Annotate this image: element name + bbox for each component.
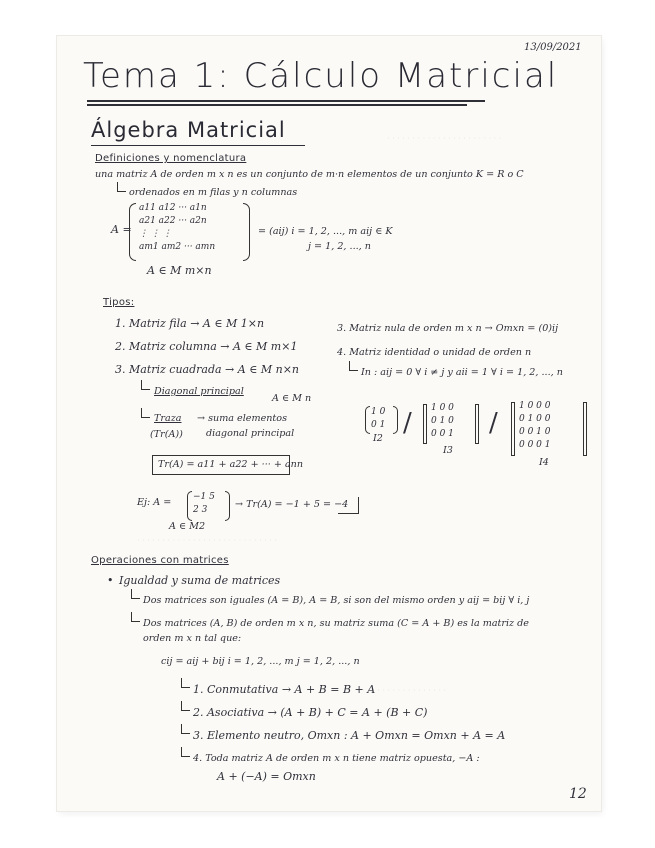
type-square-matrix: 3. Matriz cuadrada → A ∈ M n×n (115, 363, 299, 376)
hook-arrow-icon (181, 747, 190, 757)
right-bracket-icon (475, 404, 479, 444)
main-diagonal-label: Diagonal principal (154, 386, 244, 397)
hook-arrow-icon (181, 678, 190, 688)
right-paren-icon (393, 406, 398, 434)
definition-line-1: una matriz A de orden m x n es un conjunto de m·n elementos de un conjunto K = R o C (95, 169, 524, 180)
show-through-text: · · · · · · · · · · · · · · · · · · (357, 686, 447, 695)
property-opposite: 4. Toda matriz A de orden m x n tiene matriz opuesta, −A : (193, 753, 480, 764)
separator-slash: / (489, 408, 498, 438)
title-underline-2 (87, 104, 467, 106)
example-matrix: −1 5 2 3 (193, 492, 215, 515)
type-row-matrix: 1. Matriz fila → A ∈ M 1×n (115, 317, 265, 330)
page-number: 12 (569, 786, 587, 802)
general-matrix: a11 a12 ··· a1n a21 a22 ··· a2n ⋮ ⋮ ⋮ am1 am2 ··· amn (139, 203, 216, 252)
page-title: Tema 1: Cálculo Matricial (83, 56, 559, 96)
hook-arrow-icon (349, 361, 358, 371)
matrix-membership: A ∈ M m×n (147, 264, 212, 277)
hook-arrow-icon (131, 612, 140, 622)
example-label: Ej: A = (137, 497, 172, 508)
section-heading: Álgebra Matricial (91, 118, 286, 142)
left-paren-icon (129, 203, 136, 261)
notebook-page (57, 36, 601, 811)
definition-line-2: ordenados en m filas y n columnas (129, 187, 298, 198)
left-paren-icon (365, 406, 370, 434)
show-through-text: · · · · · · · · · · · · · · · · · · · · · · · (387, 134, 502, 143)
trace-label: Traza (154, 413, 182, 424)
sum-definition-line-1: Dos matrices (A, B) de orden m x n, su matriz suma (C = A + B) es la matriz de (143, 618, 529, 629)
equality-sum-heading: Igualdad y suma de matrices (119, 574, 281, 587)
bullet-icon: • (107, 574, 114, 587)
hook-arrow-icon (131, 589, 140, 599)
section-underline (91, 145, 305, 146)
property-commutative: 1. Conmutativa → A + B = B + A (193, 683, 376, 696)
hook-arrow-icon (181, 724, 190, 734)
right-paren-icon (243, 203, 250, 261)
identity-definition: In : aij = 0 ∀ i ≠ j y aii = 1 ∀ i = 1, 2, ..., n (361, 367, 563, 378)
type-null-matrix: 3. Matriz nula de orden m x n → Omxn = (0)ij (337, 323, 559, 334)
square-matrix-set: A ∈ M n (272, 393, 312, 404)
identity-2-label: I2 (373, 433, 383, 444)
property-associative: 2. Asociativa → (A + B) + C = A + (B + C) (193, 706, 428, 719)
left-bracket-icon (511, 402, 515, 456)
operations-heading: Operaciones con matrices (91, 555, 229, 566)
hook-arrow-icon (117, 182, 126, 192)
hook-arrow-icon (141, 408, 150, 418)
trace-description-2: diagonal principal (206, 428, 295, 439)
identity-4-label: I4 (539, 457, 549, 468)
type-column-matrix: 2. Matriz columna → A ∈ M m×1 (115, 340, 298, 353)
property-opposite-formula: A + (−A) = Omxn (217, 770, 316, 783)
property-neutral-element: 3. Elemento neutro, Omxn : A + Omxn = Omxn + A = A (193, 729, 506, 742)
matrix-element-notation: = (aij) i = 1, 2, ..., m aij ∈ K (258, 226, 393, 237)
equality-definition: Dos matrices son iguales (A = B), A = B, si son del mismo orden y aij = bij ∀ i, j (143, 595, 530, 606)
trace-description: → suma elementos (197, 413, 287, 424)
result-box (338, 497, 359, 514)
identity-3-label: I3 (443, 445, 453, 456)
trace-formula: Tr(A) = a11 + a22 + ··· + ann (158, 459, 304, 470)
title-underline (87, 100, 485, 102)
example-trace-result: → Tr(A) = −1 + 5 = −4 (235, 499, 349, 510)
matrix-label: A = (111, 223, 132, 236)
definitions-heading: Definiciones y nomenclatura (95, 153, 247, 164)
types-heading: Tipos: (103, 297, 135, 308)
type-identity-matrix: 4. Matriz identidad o unidad de orden n (337, 347, 532, 358)
identity-matrix-4: 1 0 0 0 0 1 0 0 0 0 1 0 0 0 0 1 (519, 401, 551, 450)
right-paren-icon (225, 491, 230, 521)
example-membership: A ∈ M2 (169, 521, 206, 532)
right-bracket-icon (583, 402, 587, 456)
left-paren-icon (187, 491, 192, 521)
identity-matrix-2: 1 0 0 1 (371, 407, 386, 430)
hook-arrow-icon (181, 701, 190, 711)
matrix-index-range: j = 1, 2, ..., n (308, 241, 371, 252)
date: 13/09/2021 (524, 42, 582, 53)
trace-notation: (Tr(A)) (150, 429, 183, 440)
hook-arrow-icon (141, 380, 150, 390)
identity-matrix-3: 1 0 0 0 1 0 0 0 1 (431, 403, 454, 439)
sum-definition-line-2: orden m x n tal que: (143, 633, 242, 644)
show-through-text: · · · · · · · · · · · · · · · · · · · · · · · · · · · · (137, 536, 277, 545)
left-bracket-icon (423, 404, 427, 444)
sum-formula: cij = aij + bij i = 1, 2, ..., m j = 1, 2, ..., n (161, 656, 360, 667)
separator-slash: / (403, 408, 412, 438)
